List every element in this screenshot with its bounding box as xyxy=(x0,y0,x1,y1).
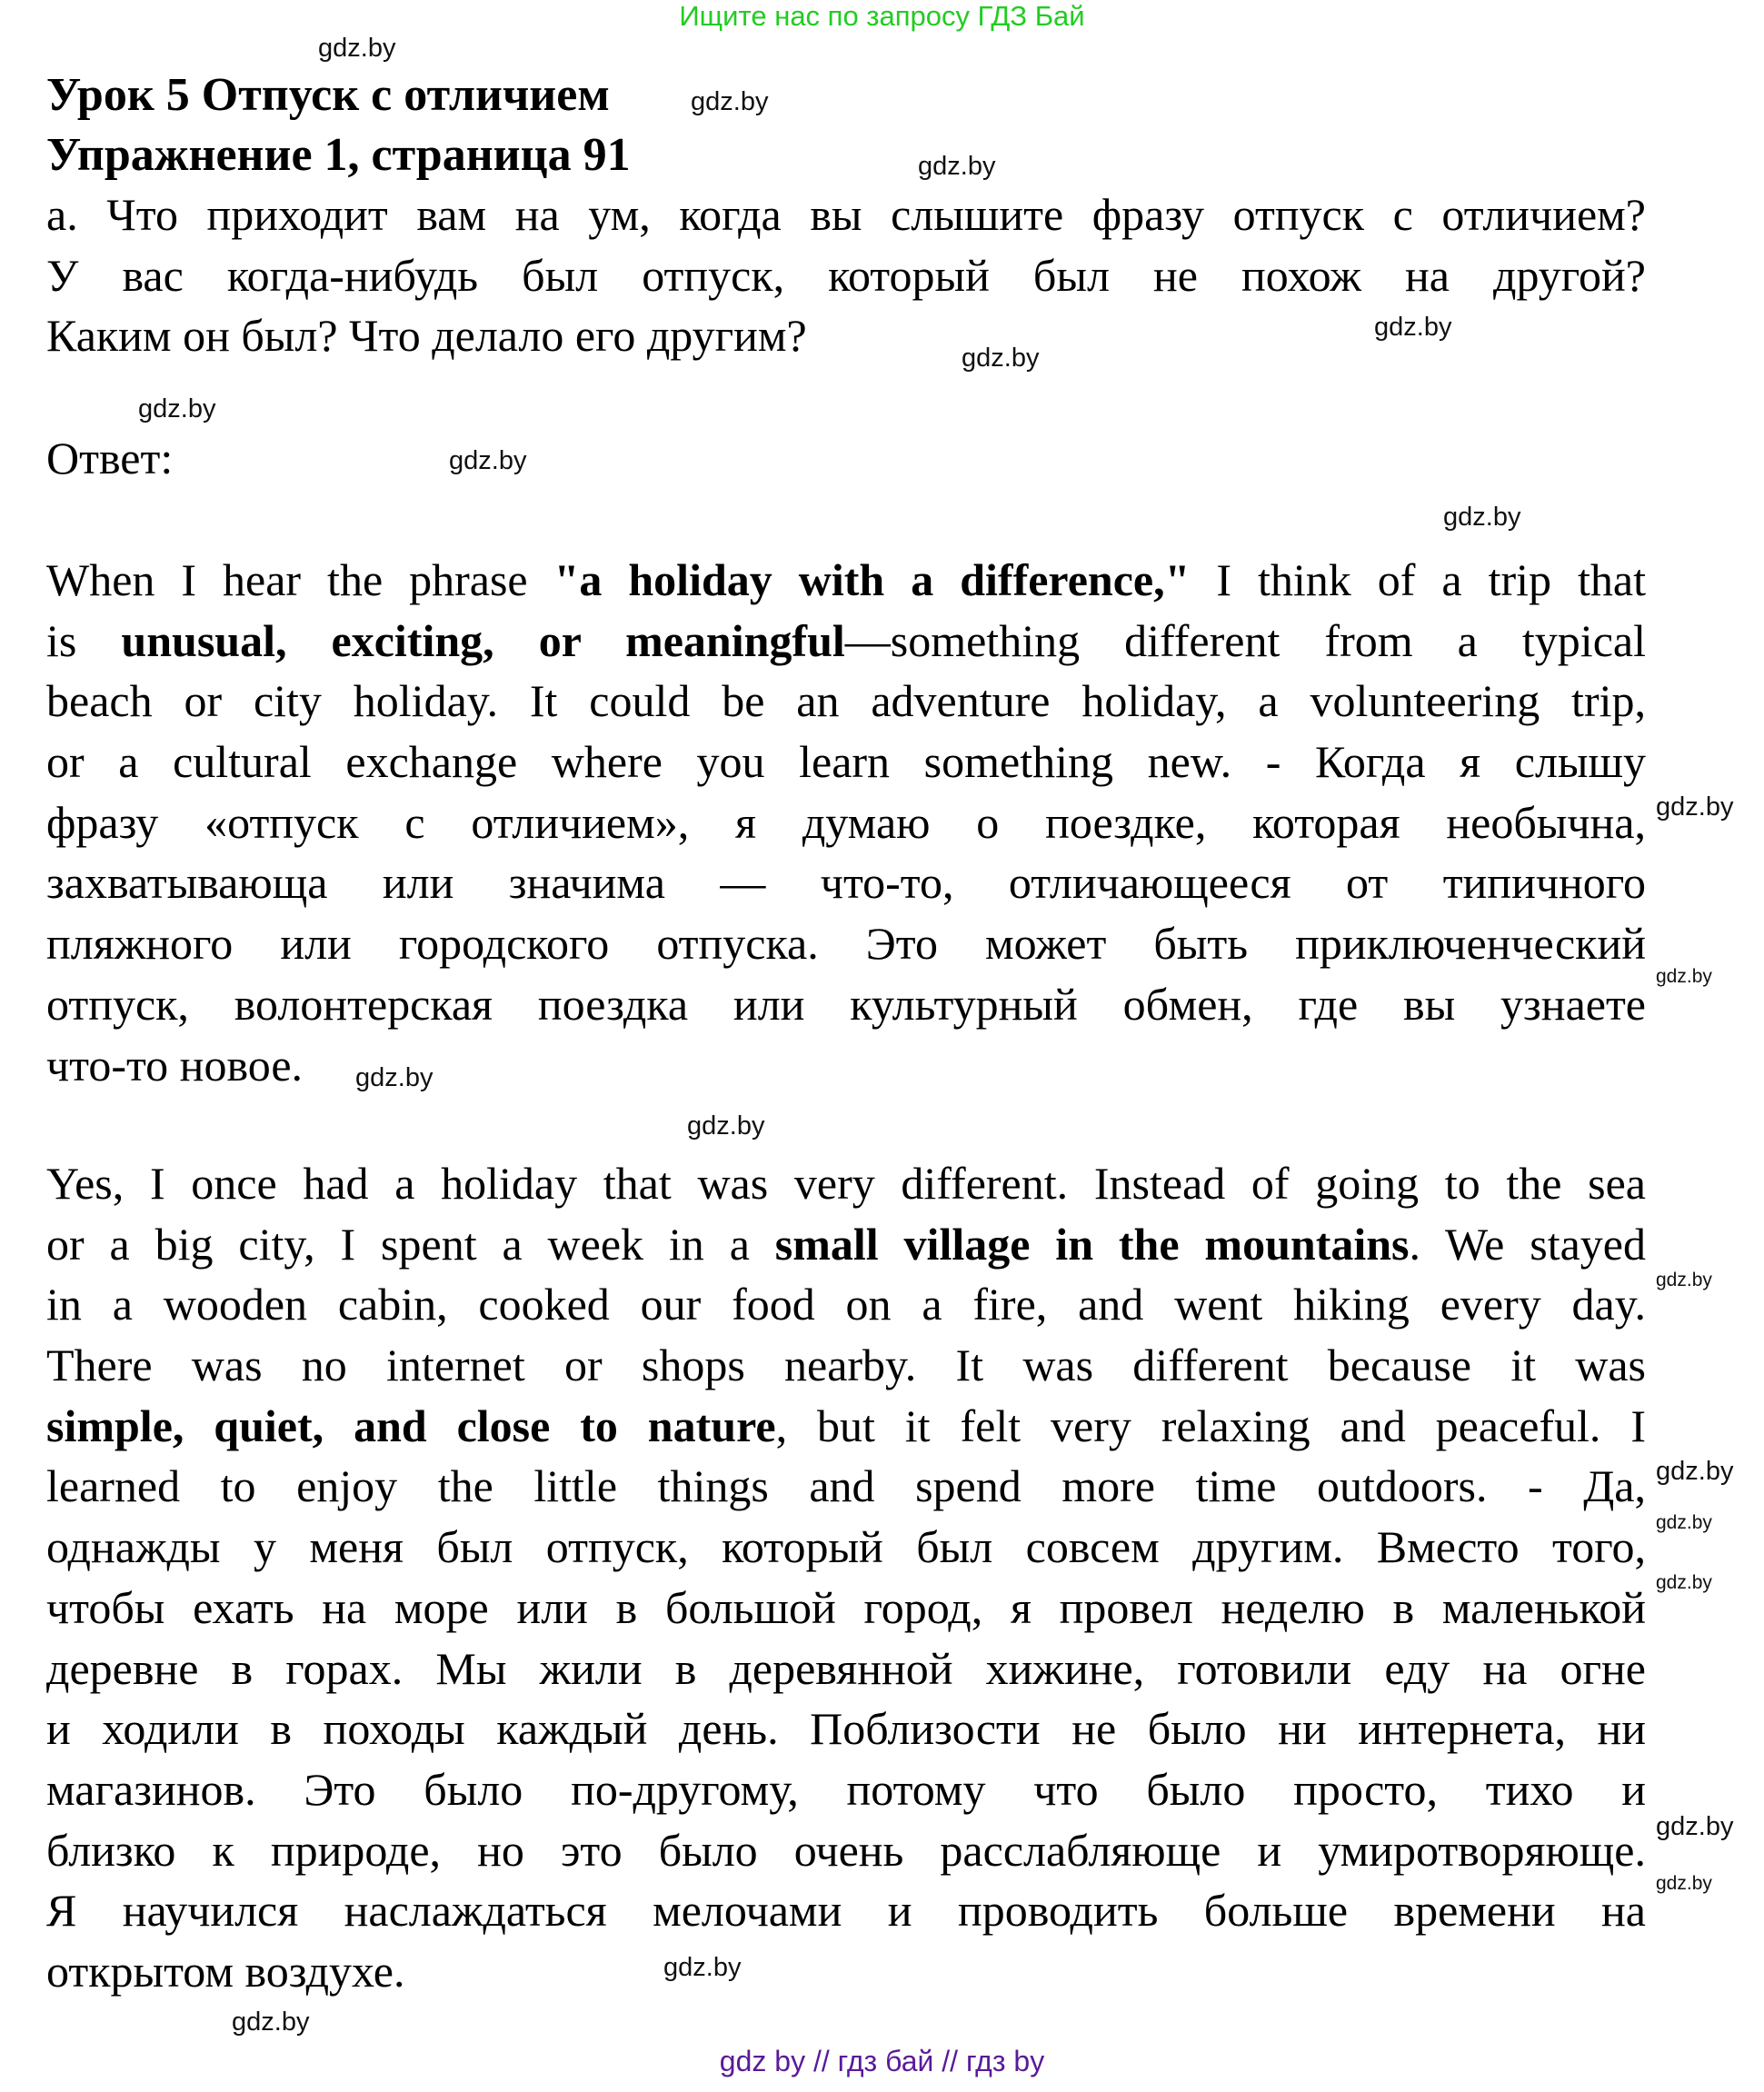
text-line xyxy=(46,1699,1646,1759)
watermark: gdz.by xyxy=(1656,792,1734,822)
watermark: gdz.by xyxy=(918,152,996,181)
watermark: gdz.by xyxy=(962,344,1040,373)
text-segment: or a big city, I spent a week in a xyxy=(46,1218,775,1270)
text-segment: открытом воздухе. xyxy=(46,1945,405,1997)
text-line xyxy=(46,1880,1646,1941)
watermark: gdz.by xyxy=(691,87,769,116)
text-line xyxy=(46,184,1646,245)
text-segment: Я научился наслаждаться мелочами и проводить больше времени на xyxy=(46,1885,1646,1937)
bold-text: simple, quiet, and close to nature xyxy=(46,1400,776,1451)
bold-text: unusual, exciting, or meaningful xyxy=(121,614,845,666)
watermark: gdz.by xyxy=(232,2007,310,2037)
text-line xyxy=(46,305,807,366)
text-segment: beach or city holiday. It could be an adventure holiday, a volunteering trip, xyxy=(46,675,1646,727)
text-line xyxy=(46,1759,1646,1820)
answer-paragraph-1 xyxy=(46,550,1646,1095)
text-segment: There was no internet or shops nearby. It was different because it was xyxy=(46,1340,1646,1391)
text-segment: У вас когда-нибудь был отпуск, который был не похож на другой? xyxy=(46,249,1646,301)
text-line xyxy=(46,913,1646,974)
watermark: gdz.by xyxy=(1656,1873,1712,1894)
text-line xyxy=(46,732,1646,792)
text-line xyxy=(46,245,1646,306)
text-line xyxy=(46,1517,1646,1578)
text-segment: Yes, I once had a holiday that was very different. Instead of going to the sea xyxy=(46,1158,1646,1209)
text-segment: , but it felt very relaxing and peaceful. I xyxy=(775,1400,1646,1451)
text-segment: а. Что приходит вам на ум, когда вы слышите фразу отпуск с отличием? xyxy=(46,189,1646,240)
text-line xyxy=(46,1214,1646,1275)
text-line xyxy=(46,1820,1646,1881)
text-line xyxy=(46,1153,1646,1214)
watermark: gdz.by xyxy=(355,1063,434,1092)
text-segment: однажды у меня был отпуск, который был совсем другим. Вместо того, xyxy=(46,1521,1646,1573)
text-segment: чтобы ехать на море или в большой город, я провел неделю в маленькой xyxy=(46,1581,1646,1633)
text-segment: магазинов. Это было по-другому, потому что было просто, тихо и xyxy=(46,1763,1646,1815)
text-segment: When I hear the phrase xyxy=(46,554,554,605)
text-line xyxy=(46,671,1646,732)
watermark: gdz.by xyxy=(449,446,527,475)
text-segment: пляжного или городского отпуска. Это может быть приключенческий xyxy=(46,918,1646,970)
footer-links[interactable]: gdz by // гдз бай // гдз by xyxy=(719,2045,1045,2077)
exercise-title: Упражнение 1, страница 91 xyxy=(46,129,631,181)
text-segment: is xyxy=(46,614,122,666)
text-segment: и ходили в походы каждый день. Поблизости не было ни интернета, ни xyxy=(46,1703,1646,1755)
watermark: gdz.by xyxy=(1656,1572,1712,1593)
text-segment: фразу «отпуск с отличием», я думаю о поездке, которая необычна, xyxy=(46,796,1646,848)
watermark: gdz.by xyxy=(1374,313,1452,342)
search-banner[interactable]: Ищите нас по запросу ГДЗ Бай xyxy=(679,0,1085,32)
lesson-title: Урок 5 Отпуск с отличием xyxy=(46,69,610,121)
text-line xyxy=(46,550,1646,611)
text-line xyxy=(46,974,1646,1035)
text-line xyxy=(46,1578,1646,1639)
text-segment: захватывающа или значима — что-то, отличающееся от типичного xyxy=(46,857,1646,909)
text-line xyxy=(46,1396,1646,1457)
text-line xyxy=(46,1274,1646,1335)
text-segment: I think of a trip that xyxy=(1190,554,1646,605)
text-segment: отпуск, волонтерская поездка или культурный обмен, где вы узнаете xyxy=(46,978,1646,1030)
text-segment: . We stayed xyxy=(1409,1218,1646,1270)
bold-text: small village in the mountains xyxy=(774,1218,1410,1270)
watermark: gdz.by xyxy=(318,34,396,63)
watermark: gdz.by xyxy=(1443,503,1521,532)
text-segment: learned to enjoy the little things and spend more time outdoors. - Да, xyxy=(46,1460,1646,1512)
text-segment: близко к природе, но это было очень расслабляюще и умиротворяюще. xyxy=(46,1824,1646,1876)
text-segment: деревне в горах. Мы жили в деревянной хижине, готовили еду на огне xyxy=(46,1642,1646,1694)
watermark: gdz.by xyxy=(1656,1812,1734,1841)
bold-text: "a holiday with a difference," xyxy=(553,554,1191,605)
watermark: gdz.by xyxy=(1656,1512,1712,1533)
watermark: gdz.by xyxy=(138,394,216,423)
watermark: gdz.by xyxy=(1656,966,1712,987)
watermark: gdz.by xyxy=(687,1111,765,1141)
text-segment: in a wooden cabin, cooked our food on a fire, and went hiking every day. xyxy=(46,1279,1646,1330)
text-line xyxy=(46,611,1646,672)
text-segment: что-то новое. xyxy=(46,1039,304,1091)
watermark: gdz.by xyxy=(1656,1270,1712,1290)
text-line xyxy=(46,1035,303,1096)
answer-label: Ответ: xyxy=(46,433,174,483)
text-segment: —something different from a typical xyxy=(844,614,1646,666)
text-line xyxy=(46,792,1646,853)
text-line xyxy=(46,1941,404,2002)
watermark: gdz.by xyxy=(663,1953,742,1982)
text-line xyxy=(46,1456,1646,1517)
text-line xyxy=(46,1335,1646,1396)
text-line xyxy=(46,852,1646,913)
text-segment: Каким он был? Что делало его другим? xyxy=(46,310,807,362)
text-segment: or a cultural exchange where you learn something new. - Когда я слышу xyxy=(46,736,1646,788)
answer-paragraph-2 xyxy=(46,1153,1646,2002)
watermark: gdz.by xyxy=(1656,1457,1734,1486)
text-line xyxy=(46,1639,1646,1699)
